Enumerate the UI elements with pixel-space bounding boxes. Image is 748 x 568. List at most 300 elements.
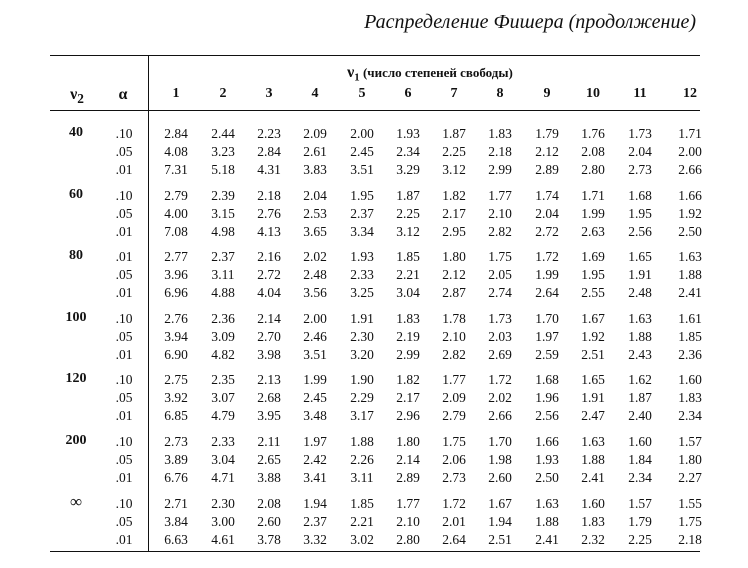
table-cell: 4.79 bbox=[211, 408, 235, 424]
table-cell: 1.95 bbox=[628, 205, 652, 221]
table-cell: 1.70 bbox=[488, 434, 512, 449]
table-cell: 2.04 bbox=[535, 205, 559, 221]
table-cell: 1.98 bbox=[488, 452, 512, 467]
table-cell: 2.89 bbox=[396, 470, 420, 485]
table-cell: 2.09 bbox=[303, 126, 327, 141]
table-cell: 3.94 bbox=[164, 328, 188, 344]
table-cell: 6.76 bbox=[164, 470, 188, 485]
table-cell: 1.83 bbox=[396, 310, 420, 326]
table-cell: 2.11 bbox=[257, 434, 281, 449]
table-cell: 2.41 bbox=[581, 470, 605, 485]
table-cell: 3.34 bbox=[350, 223, 374, 239]
table-cell: 1.78 bbox=[442, 310, 466, 326]
table-cell: 2.09 bbox=[442, 390, 466, 406]
table-cell: 1.60 bbox=[581, 495, 605, 511]
table-cell: 1.60 bbox=[678, 372, 702, 388]
table-cell: 2.87 bbox=[442, 285, 466, 301]
table-cell: 1.77 bbox=[488, 187, 512, 203]
table-cell: 1.91 bbox=[628, 267, 652, 283]
table-cell: 1.87 bbox=[396, 187, 420, 203]
table-cell: 1.99 bbox=[535, 267, 559, 283]
table-row-group bbox=[0, 125, 748, 179]
table-cell: 2.18 bbox=[257, 187, 281, 203]
table-cell: 2.63 bbox=[581, 223, 605, 239]
table-cell: 3.96 bbox=[164, 267, 188, 283]
table-cell: 1.67 bbox=[581, 310, 605, 326]
table-cell: 1.88 bbox=[628, 328, 652, 344]
table-cell: 3.04 bbox=[211, 452, 235, 467]
table-cell: 2.51 bbox=[581, 346, 605, 362]
nu1-subscript: 1 bbox=[354, 71, 360, 84]
table-cell: 2.21 bbox=[396, 267, 420, 283]
table-cell: 1.62 bbox=[628, 372, 652, 388]
table-cell: 2.41 bbox=[678, 285, 702, 301]
table-cell: 2.00 bbox=[678, 144, 702, 159]
table-cell: 1.79 bbox=[628, 513, 652, 529]
table-cell: 2.80 bbox=[581, 162, 605, 177]
table-cell: 1.97 bbox=[535, 328, 559, 344]
table-cell: 1.63 bbox=[678, 249, 702, 265]
table-cell: 2.61 bbox=[303, 144, 327, 159]
table-row-group bbox=[0, 187, 748, 241]
column-header: 9 bbox=[543, 86, 551, 101]
table-cell: 2.48 bbox=[628, 285, 652, 301]
table-cell: 3.83 bbox=[303, 162, 327, 177]
table-cell: 3.51 bbox=[303, 346, 327, 362]
table-cell: 1.74 bbox=[535, 187, 559, 203]
alpha-value: .01 bbox=[115, 531, 133, 547]
table-cell: 2.66 bbox=[678, 162, 702, 177]
table-cell: 1.85 bbox=[396, 249, 420, 265]
table-cell: 1.65 bbox=[581, 372, 605, 388]
table-cell: 2.79 bbox=[164, 187, 188, 203]
table-cell: 2.65 bbox=[257, 452, 281, 467]
table-cell: 4.04 bbox=[257, 285, 281, 301]
table-cell: 1.73 bbox=[488, 310, 512, 326]
table-cell: 2.44 bbox=[211, 126, 235, 141]
table-cell: 1.85 bbox=[350, 495, 374, 511]
alpha-value: .01 bbox=[115, 223, 133, 239]
table-cell: 5.18 bbox=[211, 162, 235, 177]
table-cell: 2.99 bbox=[488, 162, 512, 177]
table-cell: 3.95 bbox=[257, 408, 281, 424]
table-cell: 2.16 bbox=[257, 249, 281, 265]
table-cell: 2.46 bbox=[303, 328, 327, 344]
alpha-value: .10 bbox=[115, 495, 133, 511]
table-cell: 1.88 bbox=[678, 267, 702, 283]
table-cell: 1.68 bbox=[535, 372, 559, 388]
table-cell: 1.88 bbox=[581, 452, 605, 467]
table-cell: 2.37 bbox=[350, 205, 374, 221]
table-cell: 2.84 bbox=[164, 126, 188, 141]
table-cell: 2.26 bbox=[350, 452, 374, 467]
table-cell: 1.60 bbox=[628, 434, 652, 449]
table-cell: 2.12 bbox=[442, 267, 466, 283]
table-cell: 2.14 bbox=[396, 452, 420, 467]
table-cell: 1.57 bbox=[628, 495, 652, 511]
table-cell: 3.84 bbox=[164, 513, 188, 529]
table-cell: 1.83 bbox=[581, 513, 605, 529]
table-cell: 2.10 bbox=[488, 205, 512, 221]
table-cell: 1.80 bbox=[396, 434, 420, 449]
table-cell: 2.45 bbox=[303, 390, 327, 406]
table-cell: 3.92 bbox=[164, 390, 188, 406]
table-cell: 2.73 bbox=[442, 470, 466, 485]
table-row-group bbox=[0, 248, 748, 302]
table-cell: 2.05 bbox=[488, 267, 512, 283]
table-cell: 6.63 bbox=[164, 531, 188, 547]
table-cell: 2.00 bbox=[350, 126, 374, 141]
table-cell: 1.82 bbox=[442, 187, 466, 203]
table-cell: 2.04 bbox=[303, 187, 327, 203]
table-cell: 2.51 bbox=[488, 531, 512, 547]
table-cell: 2.43 bbox=[628, 346, 652, 362]
table-cell: 2.33 bbox=[350, 267, 374, 283]
table-cell: 2.02 bbox=[488, 390, 512, 406]
table-cell: 1.77 bbox=[442, 372, 466, 388]
table-cell: 6.96 bbox=[164, 285, 188, 301]
table-cell: 2.33 bbox=[211, 434, 235, 449]
table-cell: 2.50 bbox=[678, 223, 702, 239]
table-cell: 1.69 bbox=[581, 249, 605, 265]
table-cell: 1.97 bbox=[303, 434, 327, 449]
table-cell: 2.47 bbox=[581, 408, 605, 424]
table-cell: 1.76 bbox=[581, 126, 605, 141]
table-cell: 1.79 bbox=[535, 126, 559, 141]
table-cell: 2.25 bbox=[442, 144, 466, 159]
table-cell: 3.88 bbox=[257, 470, 281, 485]
table-cell: 2.53 bbox=[303, 205, 327, 221]
nu2-value: 200 bbox=[65, 433, 87, 448]
table-cell: 1.70 bbox=[535, 310, 559, 326]
table-cell: 2.37 bbox=[211, 249, 235, 265]
table-cell: 3.32 bbox=[303, 531, 327, 547]
table-cell: 3.17 bbox=[350, 408, 374, 424]
table-cell: 2.02 bbox=[303, 249, 327, 265]
nu2-value: 60 bbox=[69, 186, 83, 202]
table-cell: 1.63 bbox=[535, 495, 559, 511]
table-cell: 2.03 bbox=[488, 328, 512, 344]
table-cell: 3.65 bbox=[303, 223, 327, 239]
alpha-value: .10 bbox=[115, 310, 133, 326]
table-cell: 4.13 bbox=[257, 223, 281, 239]
table-cell: 7.08 bbox=[164, 223, 188, 239]
table-cell: 1.66 bbox=[678, 187, 702, 203]
nu2-symbol: ν bbox=[70, 86, 78, 103]
table-cell: 2.37 bbox=[303, 513, 327, 529]
alpha-value: .10 bbox=[115, 434, 133, 449]
table-cell: 4.71 bbox=[211, 470, 235, 485]
nu2-header bbox=[62, 86, 92, 107]
alpha-value: .10 bbox=[115, 372, 133, 388]
table-cell: 2.75 bbox=[164, 372, 188, 388]
table-cell: 2.00 bbox=[303, 310, 327, 326]
table-cell: 2.64 bbox=[442, 531, 466, 547]
table-cell: 2.25 bbox=[396, 205, 420, 221]
table-cell: 2.10 bbox=[396, 513, 420, 529]
table-cell: 3.23 bbox=[211, 144, 235, 159]
table-cell: 1.93 bbox=[396, 126, 420, 141]
table-cell: 3.12 bbox=[442, 162, 466, 177]
table-cell: 2.72 bbox=[257, 267, 281, 283]
alpha-value: .01 bbox=[115, 249, 133, 265]
table-cell: 2.73 bbox=[164, 434, 188, 449]
table-cell: 1.75 bbox=[442, 434, 466, 449]
table-cell: 2.77 bbox=[164, 249, 188, 265]
table-cell: 2.69 bbox=[488, 346, 512, 362]
table-cell: 2.42 bbox=[303, 452, 327, 467]
table-cell: 3.78 bbox=[257, 531, 281, 547]
table-cell: 4.61 bbox=[211, 531, 235, 547]
table-cell: 1.65 bbox=[628, 249, 652, 265]
table-cell: 2.12 bbox=[535, 144, 559, 159]
table-cell: 3.12 bbox=[396, 223, 420, 239]
nu1-symbol: ν bbox=[347, 64, 355, 81]
table-cell: 2.19 bbox=[396, 328, 420, 344]
table-cell: 1.77 bbox=[396, 495, 420, 511]
table-cell: 4.08 bbox=[164, 144, 188, 159]
table-cell: 7.31 bbox=[164, 162, 188, 177]
table-cell: 2.30 bbox=[350, 328, 374, 344]
table-cell: 1.91 bbox=[350, 310, 374, 326]
column-header: 2 bbox=[219, 86, 227, 101]
alpha-value: .05 bbox=[115, 452, 133, 467]
table-cell: 1.55 bbox=[678, 495, 702, 511]
table-cell: 1.75 bbox=[488, 249, 512, 265]
nu2-value: 120 bbox=[65, 371, 87, 387]
table-cell: 3.02 bbox=[350, 531, 374, 547]
table-cell: 3.20 bbox=[350, 346, 374, 362]
column-header: 10 bbox=[586, 86, 600, 101]
table-cell: 2.32 bbox=[581, 531, 605, 547]
alpha-value: .10 bbox=[115, 126, 133, 141]
column-header: 8 bbox=[496, 86, 504, 101]
table-cell: 2.27 bbox=[678, 470, 702, 485]
table-cell: 1.87 bbox=[628, 390, 652, 406]
table-cell: 2.82 bbox=[442, 346, 466, 362]
table-cell: 2.79 bbox=[442, 408, 466, 424]
table-cell: 2.76 bbox=[257, 205, 281, 221]
table-cell: 1.67 bbox=[488, 495, 512, 511]
table-cell: 4.98 bbox=[211, 223, 235, 239]
table-cell: 2.25 bbox=[628, 531, 652, 547]
table-cell: 2.17 bbox=[396, 390, 420, 406]
table-cell: 2.41 bbox=[535, 531, 559, 547]
column-header: 1 bbox=[172, 86, 180, 101]
table-cell: 2.34 bbox=[678, 408, 702, 424]
column-header: 12 bbox=[683, 86, 697, 101]
table-cell: 1.95 bbox=[581, 267, 605, 283]
table-cell: 2.71 bbox=[164, 495, 188, 511]
table-cell: 2.60 bbox=[257, 513, 281, 529]
table-cell: 1.61 bbox=[678, 310, 702, 326]
nu2-value: 80 bbox=[69, 248, 83, 264]
table-cell: 1.75 bbox=[678, 513, 702, 529]
table-cell: 3.00 bbox=[211, 513, 235, 529]
table-cell: 2.76 bbox=[164, 310, 188, 326]
table-cell: 4.82 bbox=[211, 346, 235, 362]
nu2-value: ∞ bbox=[69, 491, 83, 511]
table-cell: 1.96 bbox=[535, 390, 559, 406]
table-cell: 2.45 bbox=[350, 144, 374, 159]
table-cell: 3.89 bbox=[164, 452, 188, 467]
table-cell: 3.25 bbox=[350, 285, 374, 301]
table-cell: 1.93 bbox=[535, 452, 559, 467]
nu2-subscript: 2 bbox=[77, 91, 84, 107]
table-cell: 6.85 bbox=[164, 408, 188, 424]
alpha-value: .05 bbox=[115, 267, 133, 283]
table-cell: 2.08 bbox=[581, 144, 605, 159]
table-cell: 1.92 bbox=[678, 205, 702, 221]
column-header: 5 bbox=[358, 86, 366, 101]
table-cell: 2.73 bbox=[628, 162, 652, 177]
table-cell: 2.06 bbox=[442, 452, 466, 467]
alpha-value: .05 bbox=[115, 390, 133, 406]
table-cell: 3.15 bbox=[211, 205, 235, 221]
table-cell: 2.18 bbox=[488, 144, 512, 159]
column-header: 7 bbox=[450, 86, 458, 101]
column-header: 3 bbox=[265, 86, 273, 101]
table-cell: 2.96 bbox=[396, 408, 420, 424]
table-cell: 2.56 bbox=[628, 223, 652, 239]
table-cell: 2.89 bbox=[535, 162, 559, 177]
table-cell: 1.80 bbox=[678, 452, 702, 467]
table-cell: 2.80 bbox=[396, 531, 420, 547]
table-row-group bbox=[0, 433, 748, 487]
table-cell: 1.90 bbox=[350, 372, 374, 388]
alpha-value: .01 bbox=[115, 162, 133, 177]
table-cell: 2.50 bbox=[535, 470, 559, 485]
table-cell: 4.88 bbox=[211, 285, 235, 301]
alpha-value: .05 bbox=[115, 328, 133, 344]
alpha-header: α bbox=[118, 86, 128, 103]
column-header: 11 bbox=[633, 86, 647, 101]
table-cell: 1.94 bbox=[488, 513, 512, 529]
table-cell: 2.82 bbox=[488, 223, 512, 239]
table-cell: 1.80 bbox=[442, 249, 466, 265]
table-cell: 4.00 bbox=[164, 205, 188, 221]
table-cell: 1.63 bbox=[628, 310, 652, 326]
table-cell: 2.34 bbox=[396, 144, 420, 159]
table-cell: 2.34 bbox=[628, 470, 652, 485]
table-cell: 1.82 bbox=[396, 372, 420, 388]
alpha-value: .01 bbox=[115, 346, 133, 362]
table-cell: 3.48 bbox=[303, 408, 327, 424]
table-cell: 2.84 bbox=[257, 144, 281, 159]
table-cell: 1.99 bbox=[303, 372, 327, 388]
table-cell: 1.71 bbox=[581, 187, 605, 203]
table-cell: 1.73 bbox=[628, 126, 652, 141]
table-cell: 1.99 bbox=[581, 205, 605, 221]
alpha-value: .01 bbox=[115, 470, 133, 485]
table-cell: 2.30 bbox=[211, 495, 235, 511]
table-cell: 2.04 bbox=[628, 144, 652, 159]
table-cell: 2.70 bbox=[257, 328, 281, 344]
table-cell: 2.10 bbox=[442, 328, 466, 344]
table-cell: 1.57 bbox=[678, 434, 702, 449]
column-header: 4 bbox=[311, 86, 319, 101]
table-cell: 1.83 bbox=[678, 390, 702, 406]
table-cell: 2.59 bbox=[535, 346, 559, 362]
table-cell: 2.17 bbox=[442, 205, 466, 221]
nu2-value: 40 bbox=[69, 125, 83, 140]
alpha-value: .10 bbox=[115, 187, 133, 203]
table-cell: 2.64 bbox=[535, 285, 559, 301]
table-cell: 3.11 bbox=[211, 267, 235, 283]
table-cell: 2.48 bbox=[303, 267, 327, 283]
table-cell: 1.85 bbox=[678, 328, 702, 344]
table-cell: 1.87 bbox=[442, 126, 466, 141]
table-cell: 1.93 bbox=[350, 249, 374, 265]
table-cell: 4.31 bbox=[257, 162, 281, 177]
table-row-group bbox=[0, 371, 748, 425]
table-cell: 2.08 bbox=[257, 495, 281, 511]
table-cell: 2.72 bbox=[535, 223, 559, 239]
table-row-group bbox=[0, 310, 748, 364]
table-cell: 2.68 bbox=[257, 390, 281, 406]
table-cell: 1.83 bbox=[488, 126, 512, 141]
table-row-group bbox=[0, 491, 748, 549]
table-cell: 2.35 bbox=[211, 372, 235, 388]
table-cell: 2.23 bbox=[257, 126, 281, 141]
alpha-value: .01 bbox=[115, 408, 133, 424]
table-cell: 2.13 bbox=[257, 372, 281, 388]
nu1-description: (число степеней свободы) bbox=[362, 65, 513, 80]
nu2-value: 100 bbox=[65, 309, 87, 325]
table-cell: 3.51 bbox=[350, 162, 374, 177]
table-cell: 2.36 bbox=[211, 310, 235, 326]
column-header: 6 bbox=[404, 86, 412, 101]
table-cell: 1.72 bbox=[442, 495, 466, 511]
table-cell: 1.94 bbox=[303, 495, 327, 511]
table-cell: 1.88 bbox=[350, 434, 374, 449]
table-cell: 2.56 bbox=[535, 408, 559, 424]
table-cell: 6.90 bbox=[164, 346, 188, 362]
table-cell: 2.21 bbox=[350, 513, 374, 529]
table-cell: 3.11 bbox=[350, 470, 374, 485]
table-cell: 1.95 bbox=[350, 187, 374, 203]
alpha-value: .05 bbox=[115, 144, 133, 159]
table-cell: 2.99 bbox=[396, 346, 420, 362]
table-cell: 3.04 bbox=[396, 285, 420, 301]
table-cell: 3.29 bbox=[396, 162, 420, 177]
table-cell: 1.72 bbox=[488, 372, 512, 388]
table-cell: 1.88 bbox=[535, 513, 559, 529]
table-cell: 3.07 bbox=[211, 390, 235, 406]
table-cell: 2.55 bbox=[581, 285, 605, 301]
table-cell: 1.63 bbox=[581, 434, 605, 449]
table-cell: 1.92 bbox=[581, 328, 605, 344]
table-cell: 1.71 bbox=[678, 126, 702, 141]
page-title: Распределение Фишера (продолжение) bbox=[364, 11, 696, 33]
nu1-header bbox=[300, 64, 560, 84]
table-cell: 2.60 bbox=[488, 470, 512, 485]
table-cell: 3.09 bbox=[211, 328, 235, 344]
table-cell: 1.66 bbox=[535, 434, 559, 449]
table-cell: 2.14 bbox=[257, 310, 281, 326]
table-cell: 2.74 bbox=[488, 285, 512, 301]
table-cell: 1.91 bbox=[581, 390, 605, 406]
table-cell: 2.18 bbox=[678, 531, 702, 547]
alpha-value: .05 bbox=[115, 513, 133, 529]
table-cell: 3.56 bbox=[303, 285, 327, 301]
table-cell: 2.01 bbox=[442, 513, 466, 529]
table-cell: 2.39 bbox=[211, 187, 235, 203]
alpha-value: .01 bbox=[115, 285, 133, 301]
table-cell: 3.98 bbox=[257, 346, 281, 362]
table-cell: 3.41 bbox=[303, 470, 327, 485]
table-cell: 1.72 bbox=[535, 249, 559, 265]
